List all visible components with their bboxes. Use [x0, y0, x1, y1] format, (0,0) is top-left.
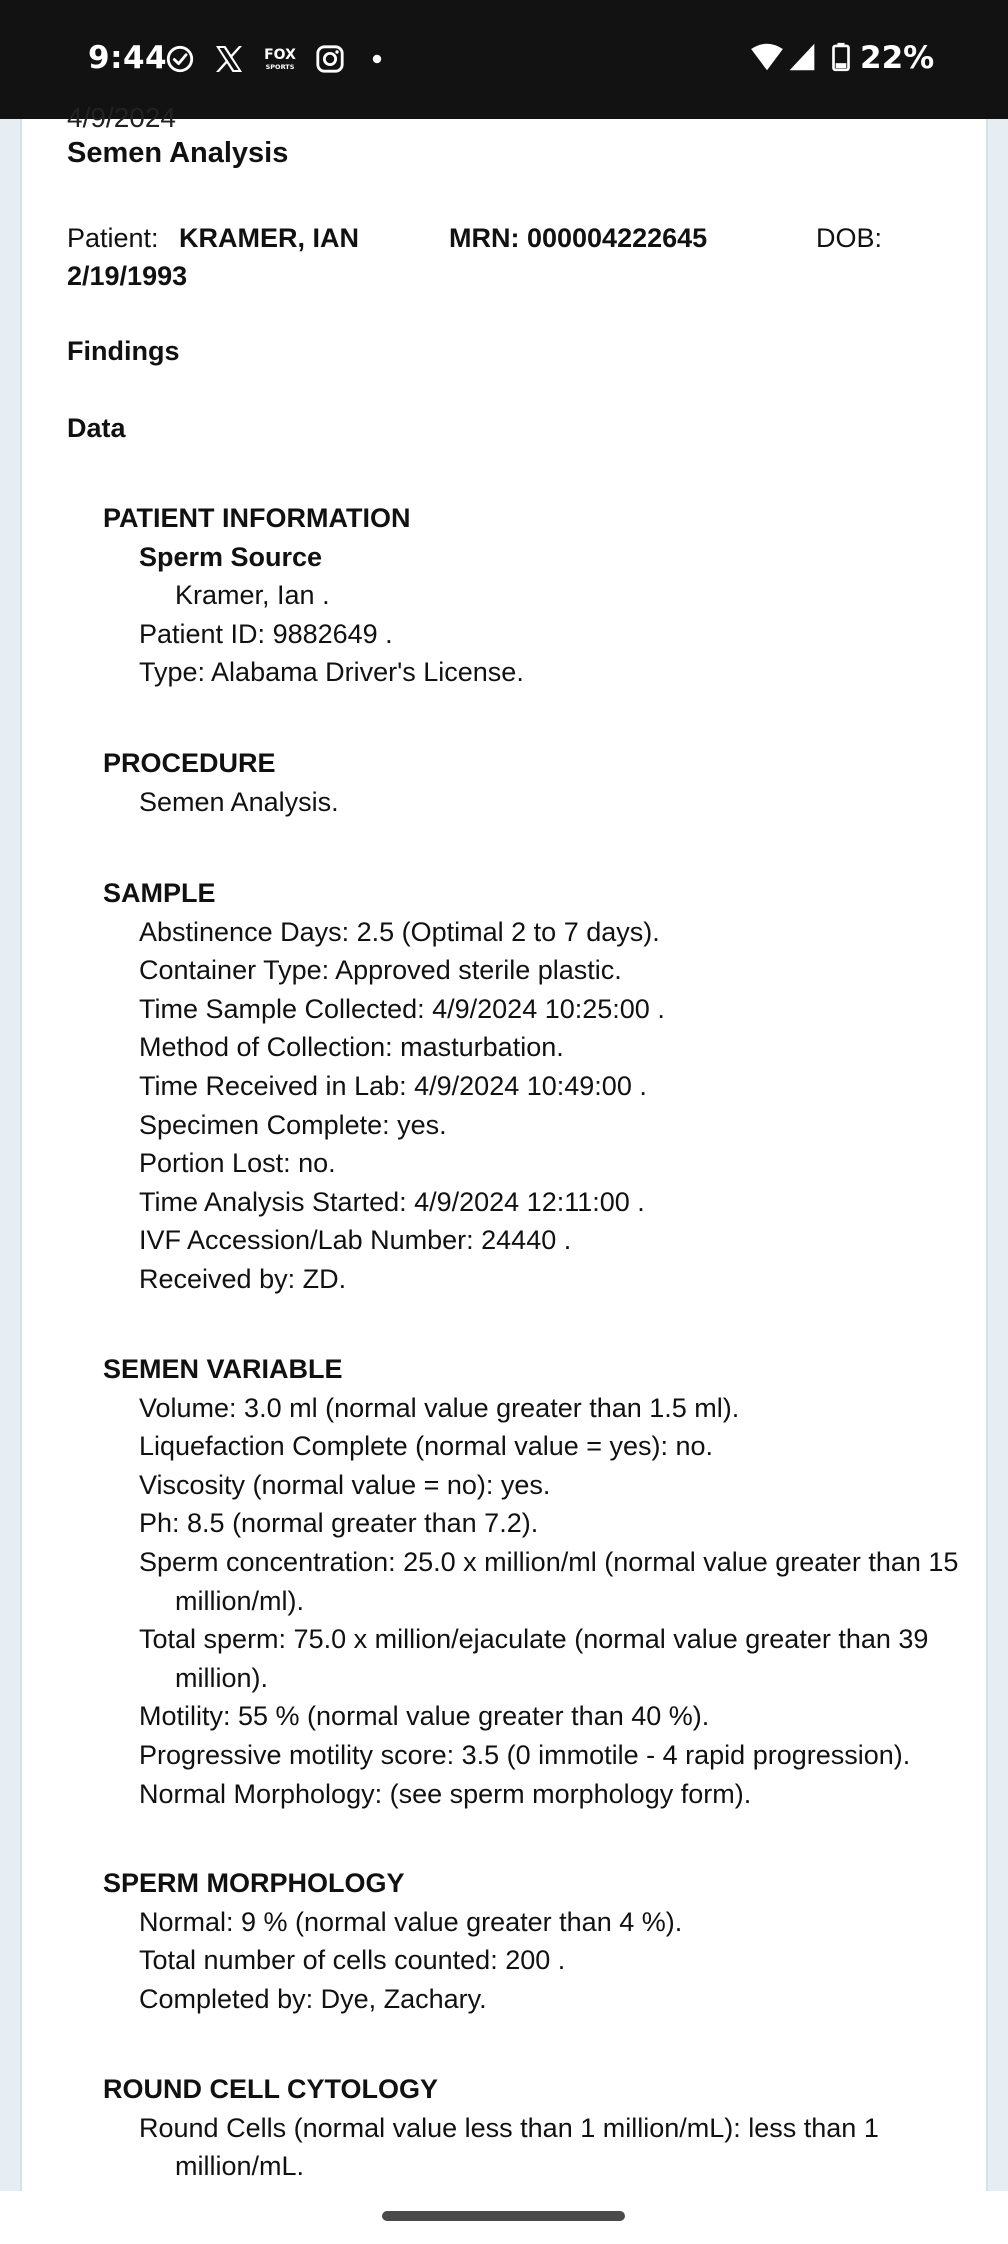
- semen-variable-line: Normal Morphology: (see sperm morphology form).: [139, 1778, 752, 1809]
- section-title: ROUND CELL CYTOLOGY: [103, 2074, 439, 2104]
- morphology-line: Normal: 9 % (normal value greater than 4 %).: [139, 1906, 683, 1937]
- cellular-signal-icon: [786, 42, 818, 72]
- section-title: SAMPLE: [103, 878, 216, 908]
- morphology-line: Completed by: Dye, Zachary.: [139, 1983, 487, 2014]
- report-date-clipped: 4/9/2024: [67, 102, 176, 133]
- section-title: SEMEN VARIABLE: [103, 1354, 343, 1384]
- sperm-source-name: Kramer, Ian .: [175, 580, 330, 611]
- semen-variable-line: Total sperm: 75.0 x million/ejaculate (normal value greater than 39 million).: [139, 1624, 929, 1693]
- sample-line: IVF Accession/Lab Number: 24440 .: [139, 1225, 572, 1256]
- sample-line: Abstinence Days: 2.5 (Optimal 2 to 7 days).: [139, 916, 660, 947]
- sample-line: Specimen Complete: yes.: [139, 1109, 447, 1140]
- semen-variable-line: Motility: 55 % (normal value greater than 40 %).: [139, 1701, 710, 1732]
- mrn: MRN: 000004222645: [449, 223, 708, 253]
- id-type: Type: Alabama Driver's License.: [139, 657, 524, 688]
- sample-line: Portion Lost: no.: [139, 1148, 336, 1179]
- semen-variable-line: Sperm concentration: 25.0 x million/ml (normal value greater than 15 million/ml).: [139, 1546, 959, 1616]
- sample-line: Time Sample Collected: 4/9/2024 10:25:00 .: [139, 993, 665, 1024]
- data-heading: Data: [67, 413, 126, 443]
- semen-variable-line: Progressive motility score: 3.5 (0 immotile - 4 rapid progression).: [139, 1739, 911, 1770]
- semen-variable-line: Volume: 3.0 ml (normal value greater than 1.5 ml).: [139, 1392, 740, 1423]
- findings-heading: Findings: [67, 336, 180, 366]
- section-sperm-morphology: [103, 1864, 963, 2018]
- sample-line: Received by: ZD.: [139, 1263, 347, 1294]
- sample-line: Time Received in Lab: 4/9/2024 10:49:00 .: [139, 1070, 647, 1101]
- battery-percentage: 22%: [860, 40, 935, 76]
- patient-header: [67, 219, 947, 295]
- fox-sports-icon: [262, 44, 298, 74]
- check-circle-icon: [164, 44, 196, 74]
- report-page[interactable]: [22, 102, 986, 2191]
- home-gesture-handle[interactable]: [382, 2211, 625, 2221]
- dob-value: 2/19/1993: [67, 261, 188, 291]
- section-procedure: [103, 744, 963, 821]
- section-semen-variable: [103, 1350, 963, 1813]
- section-title: SPERM MORPHOLOGY: [103, 1868, 405, 1898]
- section-round-cell-cytology: [103, 2070, 963, 2186]
- dot-icon: [370, 44, 384, 74]
- morphology-line: Total number of cells counted: 200 .: [139, 1945, 566, 1976]
- semen-variable-line: Liquefaction Complete (normal value = yes): no.: [139, 1431, 714, 1462]
- patient-label: Patient:: [67, 223, 159, 253]
- patient-name: KRAMER, IAN: [179, 223, 359, 253]
- section-title: PROCEDURE: [103, 748, 276, 778]
- sample-line: Time Analysis Started: 4/9/2024 12:11:00 .: [139, 1186, 645, 1217]
- semen-variable-line: Viscosity (normal value = no): yes.: [139, 1469, 551, 1500]
- dob-label: DOB:: [816, 223, 883, 253]
- svg-text:FOX: FOX: [264, 47, 296, 63]
- x-icon: [213, 44, 245, 74]
- semen-variable-line: Ph: 8.5 (normal greater than 7.2).: [139, 1508, 539, 1539]
- battery-icon: [830, 42, 852, 72]
- section-sample: [103, 874, 963, 1299]
- svg-text:SPORTS: SPORTS: [265, 63, 295, 71]
- section-patient-information: [103, 499, 963, 692]
- sperm-source-heading: Sperm Source: [139, 541, 323, 572]
- page-edge-right: [986, 119, 988, 2191]
- patient-id: Patient ID: 9882649 .: [139, 618, 393, 649]
- round-cell-line: Round Cells (normal value less than 1 million/mL): less than 1 million/mL.: [139, 2112, 879, 2182]
- instagram-icon: [314, 44, 346, 74]
- status-time: 9:44: [88, 40, 168, 76]
- navigation-bar: [0, 2191, 1008, 2244]
- procedure-line: Semen Analysis.: [139, 786, 339, 817]
- wifi-icon: [748, 42, 786, 72]
- section-title: PATIENT INFORMATION: [103, 503, 411, 533]
- sample-line: Container Type: Approved sterile plastic.: [139, 955, 622, 986]
- sample-line: Method of Collection: masturbation.: [139, 1032, 564, 1063]
- report-title: Semen Analysis: [67, 137, 289, 169]
